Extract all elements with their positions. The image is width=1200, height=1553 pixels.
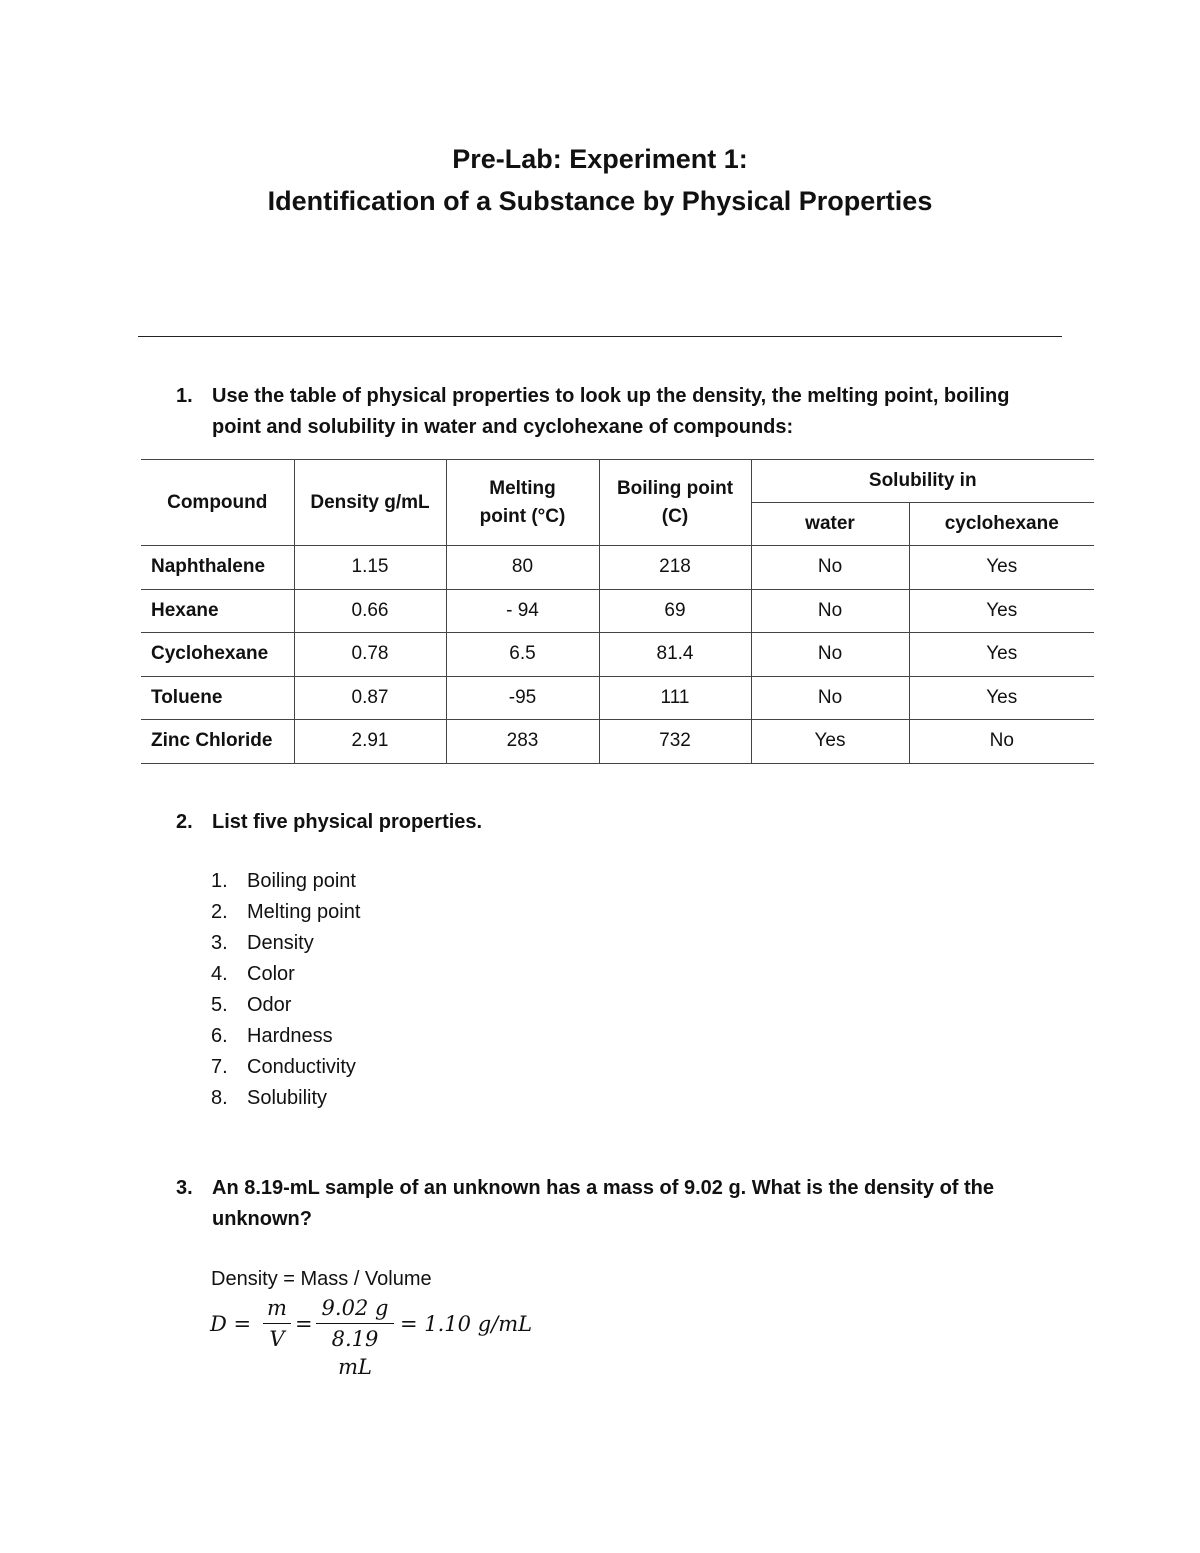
cell-compound: Zinc Chloride (141, 720, 294, 764)
cell-boiling: 81.4 (599, 633, 751, 677)
cell-melting: 283 (446, 720, 599, 764)
cell-density: 1.15 (294, 546, 446, 590)
table-row (141, 676, 1094, 720)
question-text: An 8.19-mL sample of an unknown has a mass of 9.02 g. What is the density of the unknown? (212, 1177, 995, 1230)
formula-result: = 1.10 g/mL (400, 1312, 533, 1336)
formula-label: Density = Mass / Volume (211, 1268, 432, 1290)
cell-compound: Naphthalene (141, 546, 294, 590)
header-solubility: Solubility in (751, 460, 1094, 503)
page-title-line2: Identification of a Substance by Physical Properties (267, 186, 933, 216)
cell-density: 0.66 (294, 589, 446, 633)
cell-density: 0.78 (294, 633, 446, 677)
question-number: 3. (176, 1177, 193, 1199)
table-row (141, 589, 1094, 633)
header-water: water (751, 503, 909, 546)
physical-properties-list (211, 866, 360, 1114)
cell-water: No (751, 633, 909, 677)
list-item (211, 1083, 360, 1114)
header-melting-point (446, 460, 599, 546)
question-number: 2. (176, 811, 193, 833)
cell-compound: Toluene (141, 676, 294, 720)
list-number: 1. (211, 870, 228, 892)
header-melting-label: Melting point (°C) (479, 477, 566, 527)
list-text: Melting point (247, 901, 361, 923)
question-text: Use the table of physical properties to look up the density, the melting point, boiling point and solubility in water and cyclohexane of compounds: (212, 385, 1010, 438)
cell-water: No (751, 676, 909, 720)
list-item (211, 928, 360, 959)
list-number: 3. (211, 932, 228, 954)
cell-water: No (751, 589, 909, 633)
table-row (141, 546, 1094, 590)
cell-melting: -95 (446, 676, 599, 720)
question-1 (176, 381, 1056, 445)
fraction-numerator: 9.02 g (316, 1295, 394, 1324)
cell-density: 0.87 (294, 676, 446, 720)
formula-equals: = (295, 1312, 313, 1336)
formula-lhs: D = (210, 1312, 252, 1336)
cell-melting: 80 (446, 546, 599, 590)
cell-water: Yes (751, 720, 909, 764)
header-boiling-point (599, 460, 751, 546)
header-boiling-label: Boiling point (C) (616, 477, 734, 527)
list-text: Odor (247, 994, 292, 1016)
list-text: Boiling point (247, 870, 356, 892)
page-title-line1: Pre-Lab: Experiment 1: (452, 144, 748, 174)
fraction-m-over-v (263, 1295, 291, 1353)
cell-melting: 6.5 (446, 633, 599, 677)
list-item (211, 1052, 360, 1083)
list-item (211, 990, 360, 1021)
question-3 (176, 1173, 1056, 1237)
cell-density: 2.91 (294, 720, 446, 764)
list-text: Conductivity (247, 1056, 356, 1078)
table-row (141, 633, 1094, 677)
list-item (211, 1021, 360, 1052)
list-number: 5. (211, 994, 228, 1016)
horizontal-divider (138, 336, 1062, 337)
cell-boiling: 111 (599, 676, 751, 720)
header-density: Density g/mL (294, 460, 446, 546)
table-row (141, 720, 1094, 764)
list-item (211, 897, 360, 928)
list-item (211, 866, 360, 897)
cell-compound: Cyclohexane (141, 633, 294, 677)
list-number: 4. (211, 963, 228, 985)
question-2 (176, 807, 1056, 839)
list-number: 2. (211, 901, 228, 923)
list-text: Density (247, 932, 314, 954)
question-text: List five physical properties. (212, 811, 483, 833)
header-compound: Compound (141, 460, 294, 546)
list-number: 7. (211, 1056, 228, 1078)
list-text: Hardness (247, 1025, 333, 1047)
fraction-mass-over-volume (316, 1295, 394, 1381)
fraction-denominator: 8.19 mL (331, 1327, 379, 1379)
fraction-denominator: V (269, 1327, 285, 1351)
cell-cyclohexane: No (909, 720, 1094, 764)
cell-cyclohexane: Yes (909, 589, 1094, 633)
list-text: Color (247, 963, 295, 985)
cell-boiling: 732 (599, 720, 751, 764)
cell-boiling: 69 (599, 589, 751, 633)
cell-compound: Hexane (141, 589, 294, 633)
cell-boiling: 218 (599, 546, 751, 590)
list-number: 6. (211, 1025, 228, 1047)
question-number: 1. (176, 385, 193, 407)
list-number: 8. (211, 1087, 228, 1109)
list-text: Solubility (247, 1087, 328, 1109)
header-cyclohexane: cyclohexane (909, 503, 1094, 546)
physical-properties-table (141, 459, 1094, 764)
cell-cyclohexane: Yes (909, 633, 1094, 677)
fraction-numerator: m (263, 1295, 291, 1324)
list-item (211, 959, 360, 990)
cell-cyclohexane: Yes (909, 546, 1094, 590)
cell-water: No (751, 546, 909, 590)
cell-melting: - 94 (446, 589, 599, 633)
cell-cyclohexane: Yes (909, 676, 1094, 720)
